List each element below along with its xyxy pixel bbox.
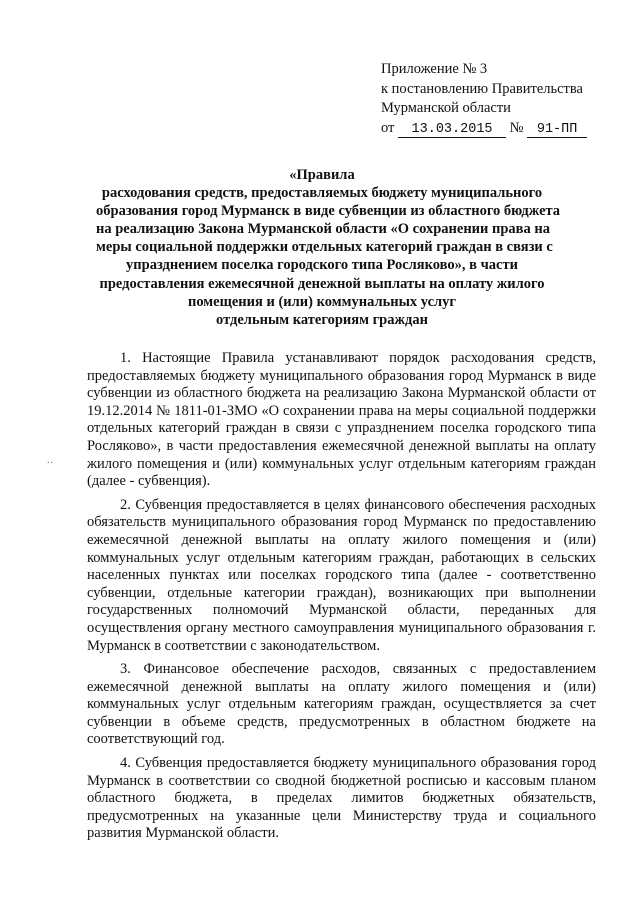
title-line: меры социальной поддержки отдельных категорий граждан в связи с [96,239,553,256]
margin-mark: .. [47,455,54,466]
title-line: образования город Мурманск в виде субвенции из областного бюджета [96,203,561,220]
appendix-date-line [381,119,587,139]
title-line: упразднением поселка городского типа Росляково», в части [126,257,518,274]
paragraph-2: 2. Субвенция предоставляется в целях финансового обеспечения расходных обязательств муниципального образования город Мурманск по предоставлению ежемесячной денежной выплаты на оплату жилого помещения и (или) коммунальных услуг отдельным категориям граждан, работающих в сельских населенных пунктах или поселках городского типа (далее - соответственно субвенции, отдельные категории граждан), возникающих при выполнении государственных полномочий Мурманской области, переданных для осуществления органу местного самоуправления муниципального образования г. Мурманск в соответствии с законодательством. [87,496,596,654]
number-value: 91-ПП [527,122,587,138]
title-line: расходования средств, предоставляемых бюджету муниципального [101,185,543,202]
title-line: на реализацию Закона Мурманской области «О сохранении права на [96,221,550,238]
appendix-header [381,60,587,138]
title-line: отдельным категориям граждан [216,311,428,328]
paragraph-3: 3. Финансовое обеспечение расходов, связанных с предоставлением ежемесячной денежной выплаты на оплату жилого помещения и (или) коммунальных услуг отдельным категориям граждан, осуществляется за счет субвенции в объеме средств, предусмотренных в областном бюджете на соответствующий год. [87,661,596,748]
number-prefix: № [509,119,524,136]
document-body [87,350,596,849]
appendix-number: Приложение № 3 [381,61,488,77]
paragraph-1: 1. Настоящие Правила устанавливают порядок расходования средств, предоставляемых бюджету муниципального образования город Мурманск в виде субвенции из областного бюджета на реализацию Закона Мурманской области от 19.12.2014 № 1811-01-ЗМО «О сохранении права на меры социальной поддержки отдельных категорий граждан в связи с упразднением поселка городского типа Росляково», в части предоставления ежемесячной денежной выплаты на оплату жилого помещения и (или) коммунальных услуг отдельным категориям граждан (далее - субвенция). [87,350,596,490]
appendix-reference: к постановлению Правительства [381,80,583,97]
document-title [96,166,561,329]
paragraph-4: 4. Субвенция предоставляется бюджету муниципального образования город Мурманск в соответствии со сводной бюджетной росписью и кассовым планом областного бюджета, в пределах лимитов бюджетных обязательств, предусмотренных на указанные цели Министерству труда и социального развития Мурманской области. [87,755,596,842]
title-line: предоставления ежемесячной денежной выплаты на оплату жилого [99,275,545,292]
appendix-region: Мурманской области [381,100,511,116]
date-value: 13.03.2015 [398,122,506,138]
title-line: «Правила [289,167,355,183]
title-line: помещения и (или) коммунальных услуг [187,293,457,310]
date-prefix: от [381,119,395,136]
